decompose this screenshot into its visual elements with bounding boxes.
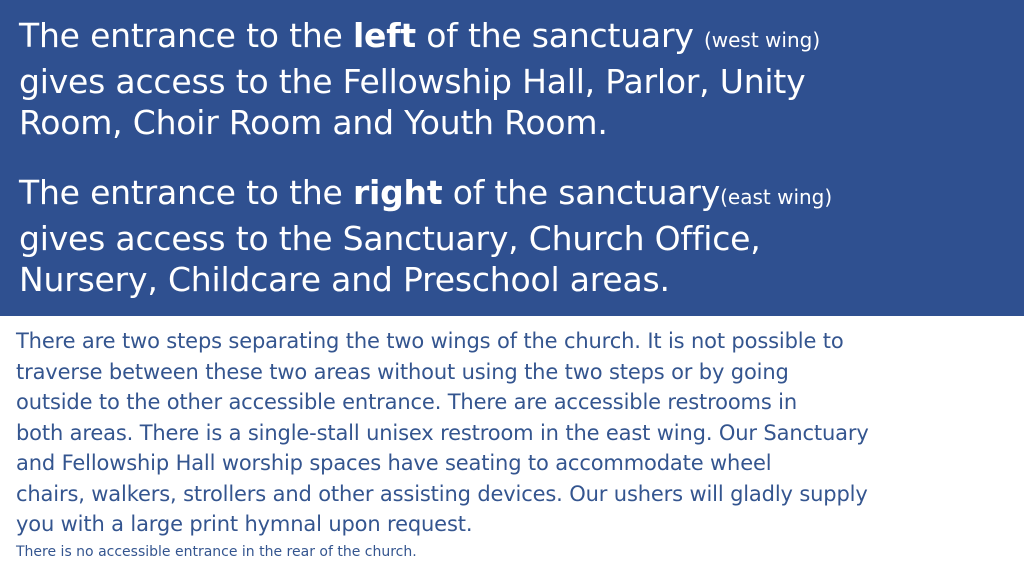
left-entrance-paragraph: [19, 15, 1009, 143]
right-entrance-line-2: gives access to the Sanctuary, Church Office,: [19, 219, 761, 258]
right-entrance-text-post: of the sanctuary: [442, 173, 721, 212]
right-entrance-text-pre: The entrance to the: [19, 173, 353, 212]
left-emphasis: left: [352, 16, 416, 55]
left-entrance-line-1: [19, 15, 1009, 61]
east-wing-label: (east wing): [720, 185, 833, 209]
right-entrance-paragraph: [19, 172, 1009, 300]
left-entrance-line-2: gives access to the Fellowship Hall, Parlor, Unity: [19, 62, 806, 101]
left-entrance-line-3: Room, Choir Room and Youth Room.: [19, 103, 608, 142]
right-entrance-line-1: [19, 172, 1009, 218]
accessibility-line: you with a large print hymnal upon request.: [16, 512, 473, 536]
rear-entrance-note: There is no accessible entrance in the rear of the church.: [16, 544, 417, 560]
accessibility-line: both areas. There is a single-stall unisex restroom in the east wing. Our Sanctuary: [16, 420, 869, 445]
right-emphasis: right: [352, 173, 443, 212]
accessibility-line: chairs, walkers, strollers and other assisting devices. Our ushers will gladly supply: [16, 481, 868, 506]
right-entrance-line-3: Nursery, Childcare and Preschool areas.: [19, 260, 670, 299]
left-entrance-text-pre: The entrance to the: [19, 16, 353, 55]
left-entrance-text-post: of the sanctuary: [415, 16, 704, 55]
accessibility-line: outside to the other accessible entrance. There are accessible restrooms in: [16, 390, 797, 414]
accessibility-line: and Fellowship Hall worship spaces have seating to accommodate wheel: [16, 451, 772, 475]
accessibility-paragraph: [16, 326, 1011, 540]
accessibility-line: There are two steps separating the two wings of the church. It is not possible to: [16, 329, 844, 353]
west-wing-label: (west wing): [703, 28, 821, 52]
accessibility-line: traverse between these two areas without using the two steps or by going: [16, 359, 789, 384]
